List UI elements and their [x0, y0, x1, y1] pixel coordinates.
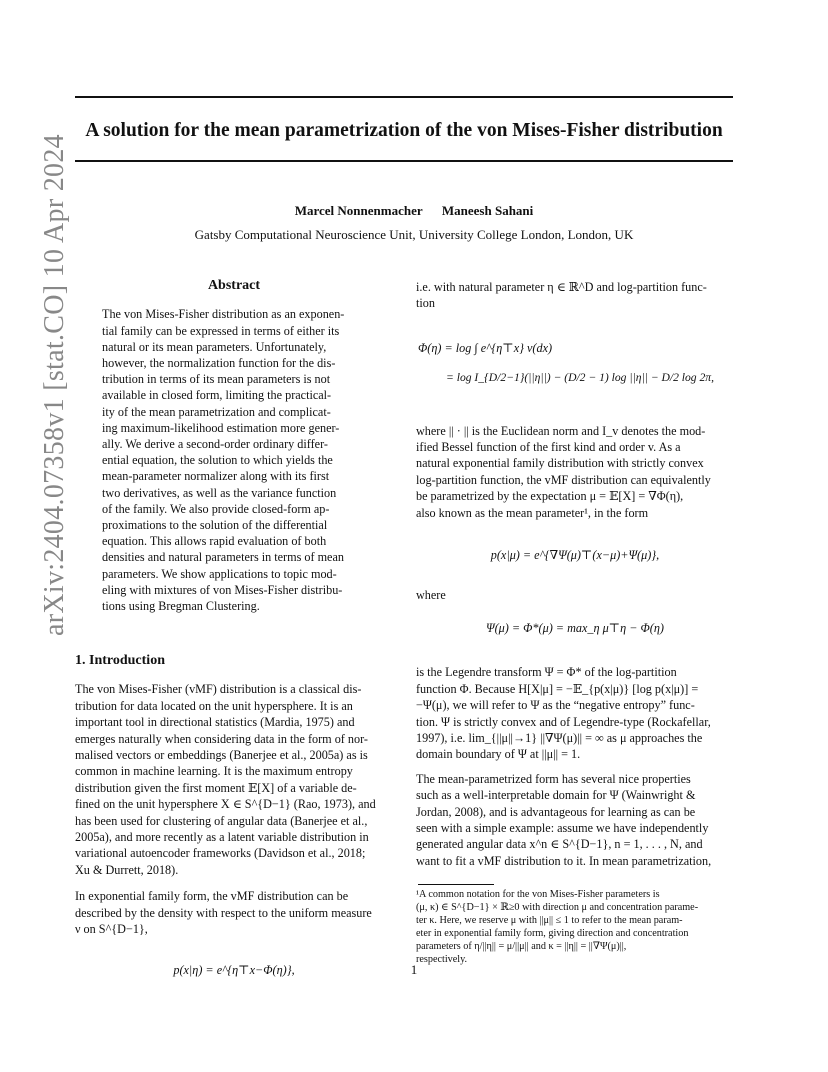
introduction-block — [75, 653, 393, 978]
page-number: 1 — [410, 962, 418, 977]
abstract-line: eling with mixtures of von Mises-Fisher distribu- — [102, 582, 343, 597]
abstract-line: of the family. We also provide closed-form ap- — [102, 501, 330, 516]
footnote-line: parameters of η/||η|| = μ/||μ|| and κ = ||η|| = ||∇Ψ(μ)||, — [416, 941, 627, 952]
abstract-line: The von Mises-Fisher distribution as an exponen- — [102, 307, 345, 322]
footnote — [416, 888, 734, 966]
author-list — [0, 203, 828, 219]
paper-title: A solution for the mean parametrization of the von Mises-Fisher distribution — [85, 120, 723, 141]
abstract-line: ing maximum-likelihood estimation more gener- — [102, 420, 340, 435]
equation-density-natural: p(x|η) = e^{η⊤x−Φ(η)}, — [173, 962, 295, 977]
text-line: The von Mises-Fisher (vMF) distribution is a classical dis- — [75, 682, 362, 697]
text-line: i.e. with natural parameter η ∈ ℝ^D and log-partition func- — [416, 280, 707, 294]
text-line: where || · || is the Euclidean norm and I_v denotes the mod- — [416, 423, 706, 438]
abstract-line: mean-parameter normalizer along with its first — [102, 469, 330, 484]
abstract-line: tions using Bregman Clustering. — [102, 599, 260, 614]
text-line: −Ψ(μ), we will refer to Ψ as the “negative entropy” func- — [416, 698, 695, 713]
intro-paragraph-2 — [75, 888, 393, 937]
abstract-line: ential equation, the solution to which yields the — [102, 453, 333, 468]
abstract-line: two derivatives, as well as the variance function — [102, 485, 337, 500]
footnote-line: ter κ. Here, we reserve μ with ||μ|| ≤ 1 to refer to the mean param- — [416, 915, 683, 926]
footnote-line: ¹A common notation for the von Mises-Fisher parameters is — [416, 889, 660, 900]
text-line: seen with a simple example: assume we have independently — [416, 820, 709, 835]
legendre-paragraph — [416, 664, 734, 762]
abstract-text — [102, 306, 366, 614]
text-line: variational autoencoder frameworks (Davidson et al., 2018; — [75, 846, 366, 861]
equation-legendre: Ψ(μ) = Φ*(μ) = max_η μ⊤η − Φ(η) — [486, 620, 664, 635]
where-word: where — [416, 588, 446, 603]
text-line: ν on S^{D−1}, — [75, 922, 148, 937]
text-line: ified Bessel function of the first kind and order v. As a — [416, 440, 681, 455]
equation-density-mean: p(x|μ) = e^{∇Ψ(μ)⊤(x−μ)+Ψ(μ)}, — [490, 548, 660, 563]
abstract-line: equation. This allows rapid evaluation of both — [102, 534, 327, 549]
text-line: function Φ. Because H[X|μ] = −𝔼_{p(x|μ)} [log p(x|μ)] = — [416, 681, 699, 696]
text-line: log-partition function, the vMF distribution can equivalently — [416, 472, 711, 487]
equation-line: = log I_{D/2−1}(||η||) − (D/2 − 1) log ||η|| − D/2 log 2π, — [446, 371, 714, 385]
text-line: generated angular data x^n ∈ S^{D−1}, n = 1, . . . , N, and — [416, 837, 703, 852]
text-line: Xu & Durrett, 2018). — [75, 862, 179, 877]
abstract-heading: Abstract — [207, 278, 261, 293]
equation-log-partition — [416, 340, 734, 387]
abstract-line: natural or its mean parameters. Unfortunately, — [102, 339, 327, 354]
affiliation: Gatsby Computational Neuroscience Unit, University College London, London, UK — [194, 227, 634, 242]
author-name: Marcel Nonnenmacher — [294, 203, 423, 218]
text-line: also known as the mean parameter¹, in the form — [416, 505, 649, 520]
text-line: want to fit a vMF distribution to it. In mean parametrization, — [416, 853, 712, 868]
text-line: malised vectors or embeddings (Banerjee et al., 2005a) as is — [75, 748, 368, 763]
text-line: important tool in directional statistics (Mardia, 1975) and — [75, 715, 355, 730]
text-line: common in machine learning. It is the maximum entropy — [75, 764, 353, 779]
right-column — [416, 279, 734, 869]
text-line: tion — [416, 296, 435, 311]
text-line: such as a well-interpretable domain for Ψ (Wainwright & — [416, 788, 696, 803]
where-paragraph — [416, 423, 734, 521]
text-line: In exponential family form, the vMF distribution can be — [75, 889, 349, 904]
text-line: tribution for data located on the unit hypersphere. It is an — [75, 698, 353, 713]
top-rule — [75, 96, 733, 98]
text-line: The mean-parametrized form has several nice properties — [416, 771, 691, 786]
section-heading: 1. Introduction — [75, 653, 165, 668]
footnote-rule — [418, 884, 494, 885]
abstract-line: ity of the mean parametrization and complicat- — [102, 404, 331, 419]
text-line: 1997), i.e. lim_{||μ||→1} ||∇Ψ(μ)|| = ∞ as μ approaches the — [416, 730, 703, 745]
abstract-line: parameters. We show applications to topic mod- — [102, 566, 337, 581]
abstract-line: tribution in terms of its mean parameters is not — [102, 372, 331, 387]
lead-paragraph — [416, 279, 734, 312]
abstract-line: available in closed form, limiting the practical- — [102, 388, 332, 403]
text-line: natural exponential family distribution with strictly convex — [416, 456, 704, 471]
title-rule — [75, 160, 733, 162]
abstract-line: tial family can be expressed in terms of either its — [102, 323, 340, 338]
arxiv-stamp: arXiv:2404.07358v1 [stat.CO] 10 Apr 2024 — [39, 134, 70, 636]
text-line: be parametrized by the expectation μ = 𝔼[X] = ∇Φ(η), — [416, 489, 684, 504]
text-line: fined on the unit hypersphere X ∈ S^{D−1} (Rao, 1973), and — [75, 797, 376, 812]
text-line: Jordan, 2008), and is advantageous for learning as can be — [416, 804, 696, 819]
text-line: emerges naturally when considering data in the form of nor- — [75, 731, 368, 746]
text-line: tion. Ψ is strictly convex and of Legendre-type (Rockafellar, — [416, 714, 711, 729]
abstract-block — [102, 278, 366, 614]
text-line: 2005a), and more recently as a latent variable distribution in — [75, 830, 369, 845]
author-name: Maneesh Sahani — [441, 203, 534, 218]
text-line: domain boundary of Ψ at ||μ|| = 1. — [416, 747, 581, 762]
footnote-line: respectively. — [416, 954, 468, 965]
mean-paragraph — [416, 771, 734, 869]
intro-paragraph-1 — [75, 681, 393, 878]
text-line: is the Legendre transform Ψ = Φ* of the log-partition — [416, 665, 677, 680]
abstract-line: ally. We derive a second-order ordinary differ- — [102, 437, 328, 452]
footnote-line: eter in exponential family form, giving direction and concentration — [416, 928, 689, 939]
text-line: has been used for clustering of angular data (Banerjee et al., — [75, 813, 368, 828]
abstract-line: however, the normalization function for the dis- — [102, 356, 336, 371]
abstract-line: densities and natural parameters in terms of mean — [102, 550, 344, 565]
abstract-line: proximations to the solution of the differential — [102, 518, 328, 533]
equation-line: Φ(η) = log ∫ e^{η⊤x} ν(dx) — [418, 340, 553, 355]
text-line: described by the density with respect to the uniform measure — [75, 905, 372, 920]
text-line: distribution given the first moment 𝔼[X] of a variable de- — [75, 780, 357, 795]
footnote-line: (μ, κ) ∈ S^{D−1} × ℝ≥0 with direction μ and concentration parame- — [416, 902, 699, 913]
